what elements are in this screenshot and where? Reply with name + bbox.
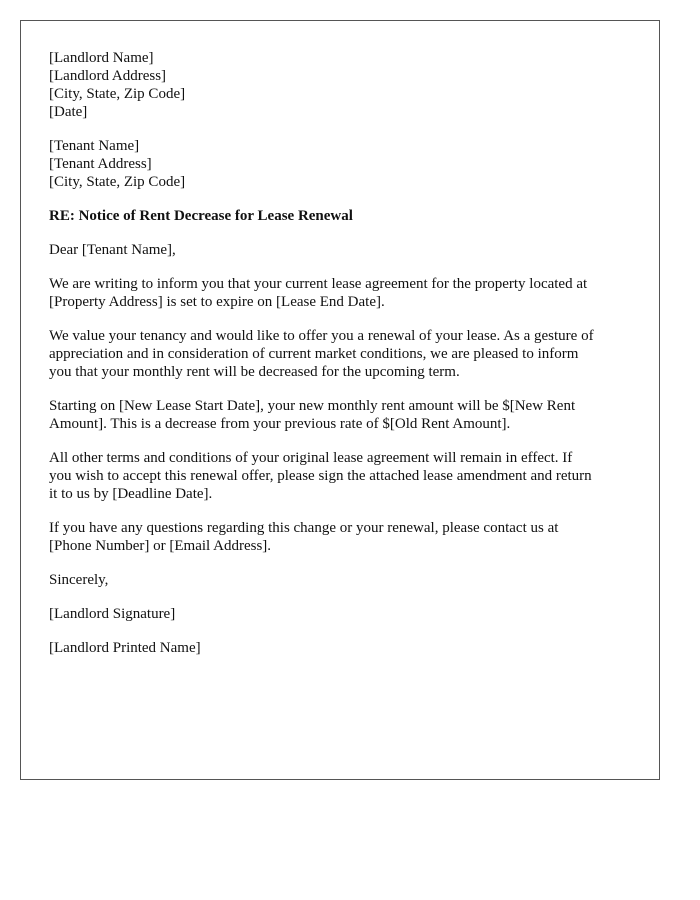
paragraph-expiration [49, 275, 639, 311]
recipient-name: [Tenant Name] [49, 138, 140, 154]
paragraph-line: Starting on [New Lease Start Date], your new monthly rent amount will be $[New Rent [49, 398, 576, 414]
paragraph-line: [Phone Number] or [Email Address]. [49, 538, 272, 554]
paragraph-terms [49, 449, 639, 503]
paragraph-line: We are writing to inform you that your current lease agreement for the property located at [49, 276, 588, 292]
paragraph-line: you that your monthly rent will be decreased for the upcoming term. [49, 364, 460, 380]
sender-city-state-zip: [City, State, Zip Code] [49, 86, 186, 102]
paragraph-line: appreciation and in consideration of current market conditions, we are pleased to inform [49, 346, 579, 362]
paragraph-line: it to us by [Deadline Date]. [49, 486, 213, 502]
paragraph-line: [Property Address] is set to expire on [Lease End Date]. [49, 294, 385, 310]
paragraph-line: Amount]. This is a decrease from your previous rate of $[Old Rent Amount]. [49, 416, 511, 432]
sender-address: [Landlord Address] [49, 68, 167, 84]
paragraph-new-rent [49, 397, 639, 433]
sender-name: [Landlord Name] [49, 50, 154, 66]
letter-page [20, 20, 660, 780]
letter-body [49, 49, 639, 673]
signature: [Landlord Signature] [49, 606, 176, 622]
subject-line: RE: Notice of Rent Decrease for Lease Renewal [49, 208, 353, 224]
salutation: Dear [Tenant Name], [49, 242, 176, 258]
paragraph-line: you wish to accept this renewal offer, please sign the attached lease amendment and return [49, 468, 592, 484]
recipient-address: [Tenant Address] [49, 156, 152, 172]
paragraph-line: We value your tenancy and would like to offer you a renewal of your lease. As a gesture of [49, 328, 594, 344]
recipient-block [49, 137, 639, 191]
recipient-city-state-zip: [City, State, Zip Code] [49, 174, 186, 190]
paragraph-line: If you have any questions regarding this change or your renewal, please contact us at [49, 520, 559, 536]
paragraph-contact [49, 519, 639, 555]
printed-name: [Landlord Printed Name] [49, 640, 201, 656]
closing: Sincerely, [49, 572, 109, 588]
sender-block [49, 49, 639, 121]
letter-date: [Date] [49, 104, 88, 120]
paragraph-line: All other terms and conditions of your original lease agreement will remain in effect. If [49, 450, 573, 466]
paragraph-renewal-offer [49, 327, 639, 381]
